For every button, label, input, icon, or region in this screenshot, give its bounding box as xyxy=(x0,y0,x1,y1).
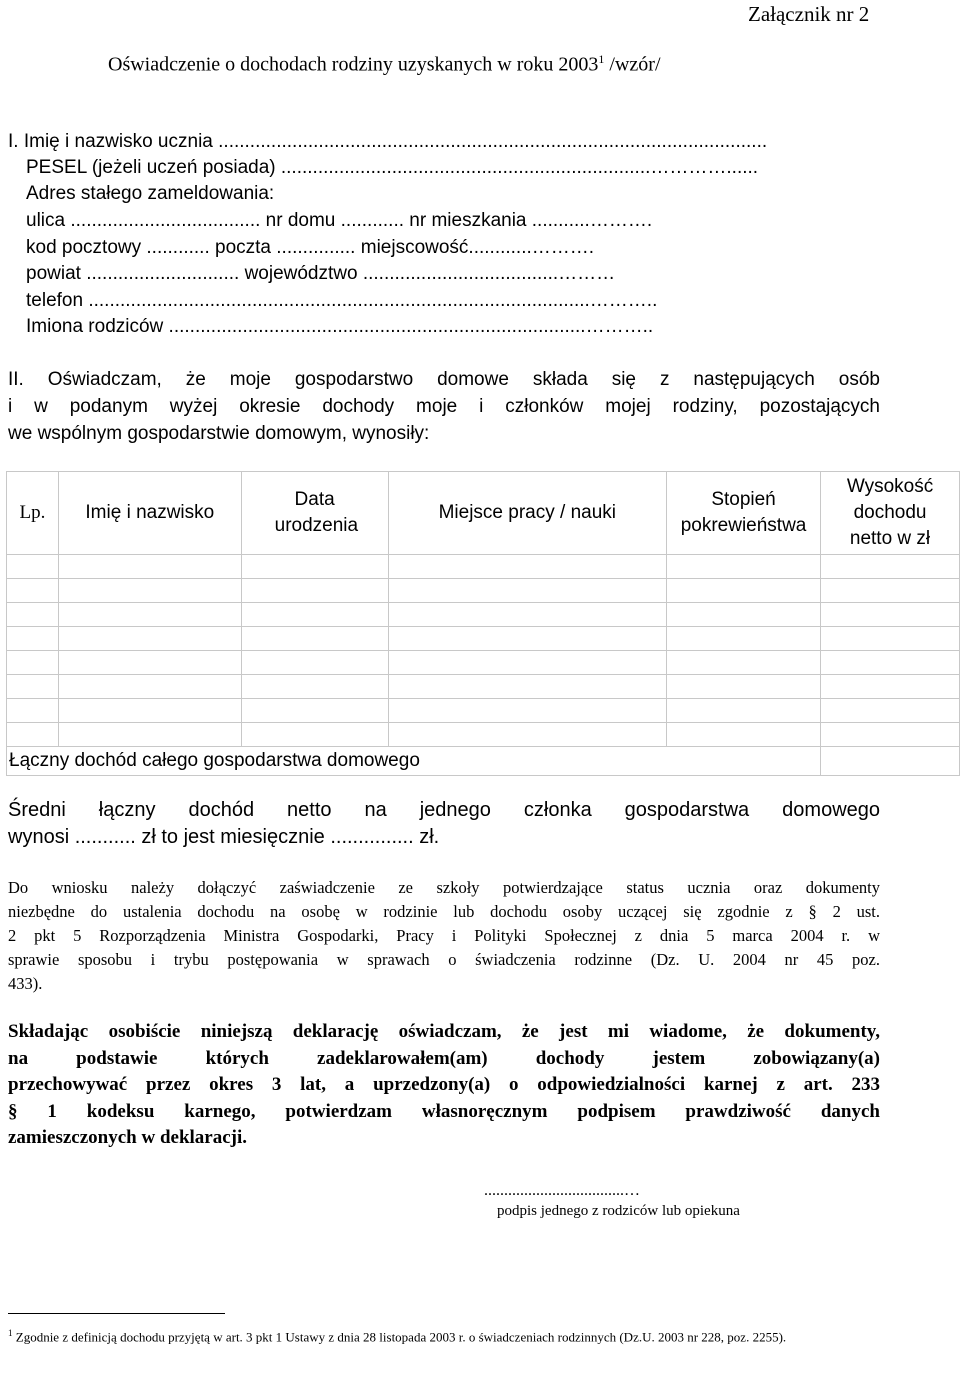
total-label: Łączny dochód całego gospodarstwa domowego xyxy=(7,747,821,776)
cell-lp[interactable] xyxy=(7,651,59,675)
footnote-separator xyxy=(8,1313,225,1314)
legal-declaration-line: Składając osobiście niniejszą deklarację oświadczam, że jest mi wiadome, że dokumenty, xyxy=(8,1021,880,1042)
cell-workplace[interactable] xyxy=(388,555,667,579)
cell-name[interactable] xyxy=(58,603,241,627)
average-income xyxy=(8,797,880,851)
table-row xyxy=(7,699,960,723)
attachment-note xyxy=(8,876,880,996)
cell-workplace[interactable] xyxy=(388,651,667,675)
header-lp: Lp. xyxy=(7,472,59,555)
cell-name[interactable] xyxy=(58,675,241,699)
average-income-line: Średni łączny dochód netto na jednego członka gospodarstwa domowego xyxy=(8,799,880,821)
cell-lp[interactable] xyxy=(7,723,59,747)
title-footnote-mark: 1 xyxy=(598,52,605,66)
header-birth-date: Data urodzenia xyxy=(241,472,388,555)
cell-income[interactable] xyxy=(821,579,960,603)
cell-workplace[interactable] xyxy=(388,675,667,699)
signature-caption: podpis jednego z rodziców lub opiekuna xyxy=(497,1203,740,1219)
field-pesel: PESEL (jeżeli uczeń posiada) ......................................................................…………...... xyxy=(26,157,759,178)
cell-name[interactable] xyxy=(58,627,241,651)
cell-total-income[interactable] xyxy=(821,747,960,776)
cell-relationship[interactable] xyxy=(667,579,821,603)
cell-workplace[interactable] xyxy=(388,603,667,627)
table-total-row xyxy=(7,747,960,776)
header-relationship: Stopień pokrewieństwa xyxy=(667,472,821,555)
cell-relationship[interactable] xyxy=(667,627,821,651)
cell-birth-date[interactable] xyxy=(241,651,388,675)
cell-income[interactable] xyxy=(821,675,960,699)
cell-birth-date[interactable] xyxy=(241,699,388,723)
cell-relationship[interactable] xyxy=(667,555,821,579)
field-address-label: Adres stałego zameldowania: xyxy=(26,183,275,204)
field-phone: telefon ...............................................................................................……….. xyxy=(26,290,658,311)
field-county: powiat ............................. województwo .....................................……… xyxy=(26,263,616,284)
cell-relationship[interactable] xyxy=(667,675,821,699)
cell-income[interactable] xyxy=(821,723,960,747)
cell-income[interactable] xyxy=(821,603,960,627)
cell-income[interactable] xyxy=(821,651,960,675)
footnote-text: Zgodnie z definicją dochodu przyjętą w art. 3 pkt 1 Ustawy z dnia 28 listopada 2003 r. o świadczeniach rodzinnych (Dz.U. 2003 nr 228, poz. 2255). xyxy=(12,1329,787,1345)
table-row xyxy=(7,555,960,579)
legal-declaration xyxy=(8,1019,880,1152)
cell-lp[interactable] xyxy=(7,603,59,627)
cell-birth-date[interactable] xyxy=(241,723,388,747)
cell-relationship[interactable] xyxy=(667,603,821,627)
cell-name[interactable] xyxy=(58,555,241,579)
cell-birth-date[interactable] xyxy=(241,675,388,699)
cell-lp[interactable] xyxy=(7,555,59,579)
cell-income[interactable] xyxy=(821,699,960,723)
field-parents-names: Imiona rodziców ...............................................................................……….. xyxy=(26,316,654,337)
cell-name[interactable] xyxy=(58,723,241,747)
legal-declaration-line: przechowywać przez okres 3 lat, a uprzedzony(a) o odpowiedzialności karnej z art. 233 xyxy=(8,1074,880,1095)
legal-declaration-line: na podstawie których zadeklarowałem(am) dochody jestem zobowiązany(a) xyxy=(8,1047,880,1069)
table-row xyxy=(7,675,960,699)
household-declaration-line: we wspólnym gospodarstwie domowym, wynosiły: xyxy=(8,423,430,444)
cell-birth-date[interactable] xyxy=(241,579,388,603)
legal-declaration-line: § 1 kodeksu karnego, potwierdzam własnoręcznym podpisem prawdziwość danych xyxy=(8,1100,880,1122)
footnote xyxy=(8,1324,878,1346)
document-title xyxy=(108,52,661,77)
cell-lp[interactable] xyxy=(7,579,59,603)
attachment-note-line: sprawie sposobu i trybu postępowania w sprawach o świadczenia rodzinne (Dz. U. 2004 nr 45 poz. xyxy=(8,950,880,969)
table-header-row xyxy=(7,472,960,555)
header-income: Wysokość dochodu netto w zł xyxy=(821,472,960,555)
household-declaration-line: i w podanym wyżej okresie dochody moje i członków mojej rodziny, pozostających xyxy=(8,396,880,417)
cell-income[interactable] xyxy=(821,627,960,651)
income-table xyxy=(6,471,960,776)
annex-label: Załącznik nr 2 xyxy=(748,2,870,26)
field-student-name: I. Imię i nazwisko ucznia ........................................................................................................ xyxy=(8,131,768,152)
cell-birth-date[interactable] xyxy=(241,603,388,627)
attachment-note-line: Do wniosku należy dołączyć zaświadczenie ze szkoły potwierdzające status ucznia oraz dokumenty xyxy=(8,878,880,897)
cell-workplace[interactable] xyxy=(388,723,667,747)
table-row xyxy=(7,603,960,627)
cell-name[interactable] xyxy=(58,699,241,723)
title-main: Oświadczenie o dochodach rodziny uzyskanych w roku 2003 xyxy=(108,53,599,76)
table-row xyxy=(7,579,960,603)
table-row xyxy=(7,723,960,747)
attachment-note-line: 2 pkt 5 Rozporządzenia Ministra Gospodarki, Pracy i Polityki Społecznej z dnia 5 marca 2004 r. w xyxy=(8,926,880,945)
footnote-mark: 1 xyxy=(8,1328,13,1338)
cell-birth-date[interactable] xyxy=(241,627,388,651)
cell-relationship[interactable] xyxy=(667,651,821,675)
cell-lp[interactable] xyxy=(7,699,59,723)
signature-line[interactable]: ...................................… xyxy=(484,1182,640,1199)
household-declaration-line: II. Oświadczam, że moje gospodarstwo domowe składa się z następujących osób xyxy=(8,369,880,390)
table-row xyxy=(7,627,960,651)
cell-lp[interactable] xyxy=(7,675,59,699)
field-street: ulica .................................... nr domu ............ nr mieszkania ...........………. xyxy=(26,210,653,231)
cell-workplace[interactable] xyxy=(388,627,667,651)
table-row xyxy=(7,651,960,675)
cell-relationship[interactable] xyxy=(667,723,821,747)
cell-relationship[interactable] xyxy=(667,699,821,723)
field-postal-code: kod pocztowy ............ poczta ............... miejscowość............………. xyxy=(26,237,595,258)
header-name: Imię i nazwisko xyxy=(58,472,241,555)
header-workplace: Miejsce pracy / nauki xyxy=(388,472,667,555)
attachment-note-line: 433). xyxy=(8,974,43,993)
cell-workplace[interactable] xyxy=(388,579,667,603)
cell-workplace[interactable] xyxy=(388,699,667,723)
cell-name[interactable] xyxy=(58,579,241,603)
title-tail: /wzór/ xyxy=(604,53,661,76)
average-income-line: wynosi ........... zł to jest miesięcznie ............... zł. xyxy=(8,826,440,848)
attachment-note-line: niezbędne do ustalenia dochodu na osobę w rodzinie lub dochodu osoby uczącej się zgodnie z § 2 ust. xyxy=(8,902,880,921)
cell-name[interactable] xyxy=(58,651,241,675)
cell-birth-date[interactable] xyxy=(241,555,388,579)
cell-income[interactable] xyxy=(821,555,960,579)
legal-declaration-line: zamieszczonych w deklaracji. xyxy=(8,1127,248,1148)
household-declaration xyxy=(8,366,880,447)
cell-lp[interactable] xyxy=(7,627,59,651)
